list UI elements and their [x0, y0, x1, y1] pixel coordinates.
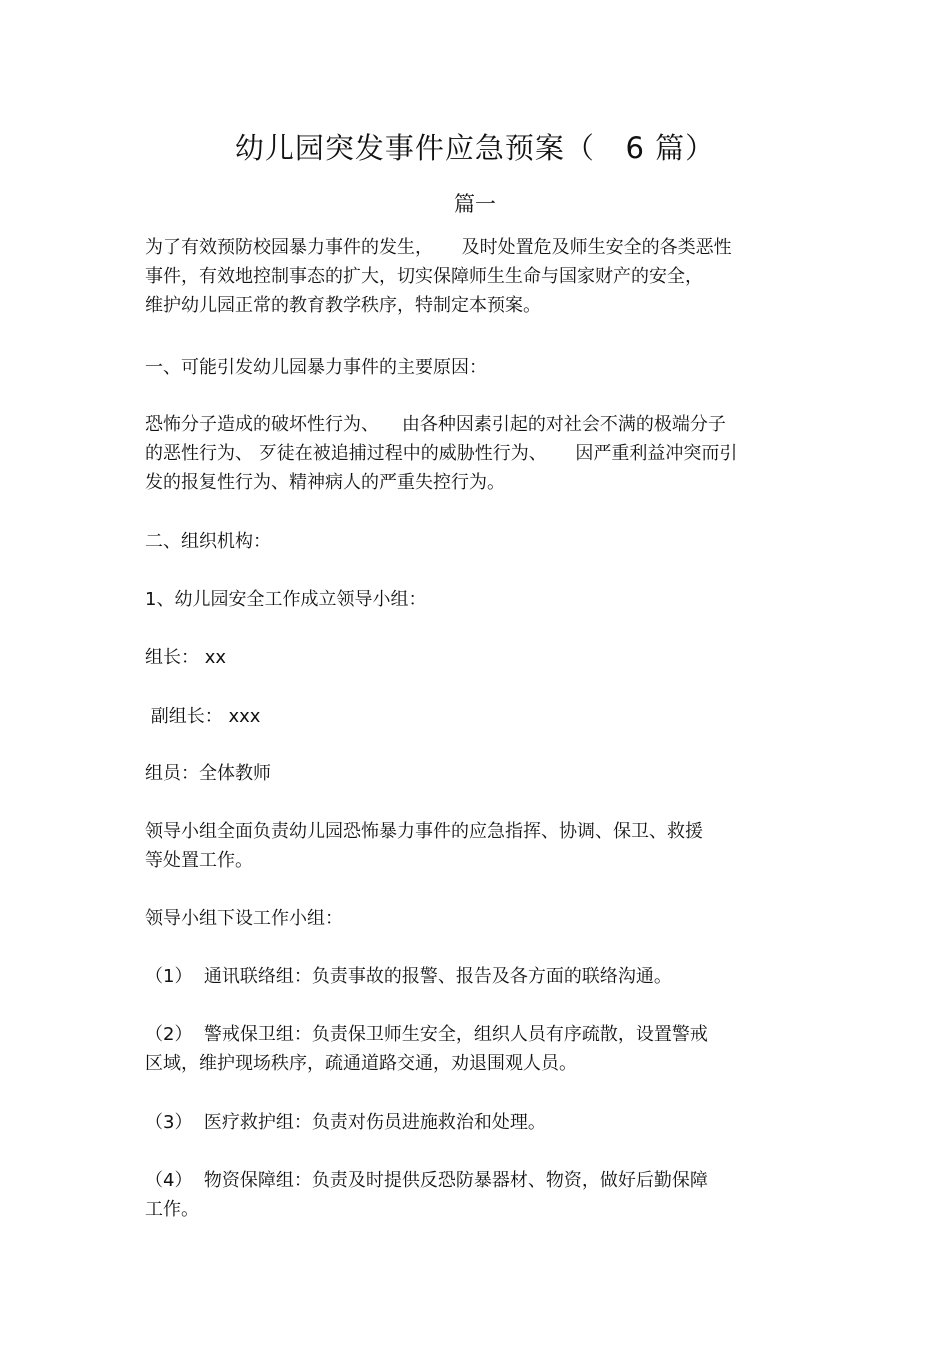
work-group-supplies	[145, 1166, 805, 1224]
paragraph-line: 领导小组全面负责幼儿园恐怖暴力事件的应急指挥、协调、保卫、救援	[145, 821, 703, 842]
heading-organization	[145, 527, 805, 556]
document-title: 幼儿园突发事件应急预案（ 6 篇）	[234, 131, 716, 165]
group-members	[145, 759, 805, 788]
paragraph-line: 等处置工作。	[145, 850, 253, 871]
paragraph-line: （4） 物资保障组：负责及时提供反恐防暴器材、物资，做好后勤保障	[145, 1170, 708, 1191]
heading-work-groups	[145, 904, 805, 933]
paragraph-line: 领导小组下设工作小组：	[145, 908, 343, 929]
work-group-communication	[145, 962, 805, 991]
deputy-leader	[145, 702, 805, 731]
paragraph-causes	[145, 410, 805, 497]
paragraph-line: 事件，有效地控制事态的扩大，切实保障师生生命与国家财产的安全，	[145, 266, 703, 287]
paragraph-purpose	[145, 233, 805, 320]
paragraph-line: 发的报复性行为、精神病人的严重失控行为。	[145, 472, 505, 493]
heading-causes	[145, 353, 805, 382]
paragraph-line: 二、组织机构：	[145, 531, 271, 552]
heading-leadership-group	[145, 585, 805, 614]
work-group-medical	[145, 1108, 805, 1137]
paragraph-line: （3） 医疗救护组：负责对伤员进施救治和处理。	[145, 1112, 546, 1133]
paragraph-line: 为了有效预防校园暴力事件的发生， 及时处置危及师生安全的各类恶性	[145, 237, 732, 258]
paragraph-line: （1） 通讯联络组：负责事故的报警、报告及各方面的联络沟通。	[145, 966, 672, 987]
paragraph-leadership-duty	[145, 817, 805, 875]
section-heading: 篇一	[454, 192, 496, 216]
paragraph-line: 的恶性行为、 歹徒在被追捕过程中的威胁性行为、 因严重利益冲突而引	[145, 443, 738, 464]
paragraph-line: 1、幼儿园安全工作成立领导小组：	[145, 589, 427, 610]
paragraph-line: 维护幼儿园正常的教育教学秩序，特制定本预案。	[145, 295, 541, 316]
group-leader	[145, 643, 805, 672]
paragraph-line: 组长： xx	[145, 647, 227, 668]
paragraph-line: 组员：全体教师	[145, 763, 271, 784]
paragraph-line: 副组长： xxx	[145, 706, 261, 727]
paragraph-line: 工作。	[145, 1199, 199, 1220]
paragraph-line: 恐怖分子造成的破坏性行为、 由各种因素引起的对社会不满的极端分子	[145, 414, 726, 435]
paragraph-line: （2） 警戒保卫组：负责保卫师生安全，组织人员有序疏散，设置警戒	[145, 1024, 708, 1045]
work-group-security	[145, 1020, 805, 1078]
paragraph-line: 区域，维护现场秩序，疏通道路交通，劝退围观人员。	[145, 1053, 577, 1074]
paragraph-line: 一、可能引发幼儿园暴力事件的主要原因：	[145, 357, 487, 378]
